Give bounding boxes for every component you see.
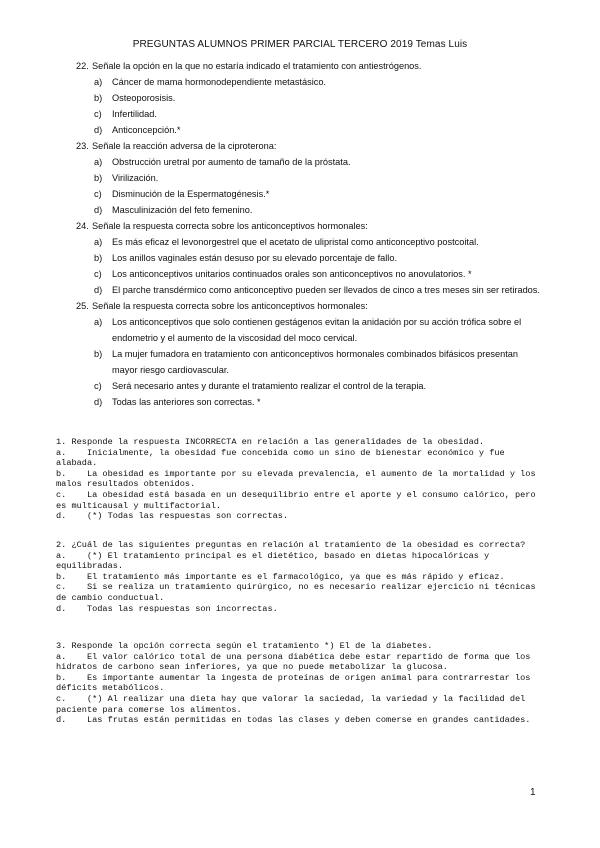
option-letter: d) (94, 285, 103, 295)
option-text: Cáncer de mama hormonodependiente metastásico. (112, 77, 326, 87)
question-22 (0, 58, 600, 74)
option-25-c (0, 378, 600, 394)
answer-line: d. (*) Todas las respuestas son correctas. (56, 511, 289, 522)
option-23-d (0, 202, 600, 218)
option-25-a (0, 314, 600, 346)
page-number: 1 (530, 787, 536, 798)
answer-line: d. Las frutas están permitidas en todas las clases y deben comerse en grandes cantidades. (56, 715, 531, 726)
answer-line: b. La obesidad es importante por su elevada prevalencia, el aumento de la mortalidad y los malos resultados obtenidos. (56, 468, 541, 490)
answer-line: a. (*) El tratamiento principal es el dietético, basado en dietas hipocalóricas y equilibradas. (56, 550, 495, 572)
question-line: 2. ¿Cuál de las siguientes preguntas en relación al tratamiento de la obesidad es correcta? (56, 540, 526, 550)
question-number: 24. (76, 221, 89, 231)
question-text: Señale la reacción adversa de la ciproterona: (92, 141, 277, 151)
question-number: 25. (76, 301, 89, 311)
option-letter: c) (94, 109, 102, 119)
option-letter: a) (94, 157, 103, 167)
option-letter: b) (94, 93, 103, 103)
answer-line: c. Si se realiza un tratamiento quirúrgico, no es necesario realizar ejercicio ni técnicas de cambio conductual. (56, 582, 541, 603)
option-22-b (0, 90, 600, 106)
option-24-a (0, 234, 600, 250)
option-text: Masculinización del feto femenino. (112, 205, 253, 215)
option-text: Los anticonceptivos que solo contienen gestágenos evitan la anidación por su acción trófica sobre el endometrio y el aumento de la viscosidad del moco cervical. (112, 317, 522, 343)
option-23-b (0, 170, 600, 186)
option-text: Será necesario antes y durante el tratamiento realizar el control de la terapia. (112, 381, 427, 391)
answer-line: c. La obesidad está basada en un desequilibrio entre el aporte y el consumo calórico, pero es multicausal y multifactorial. (56, 489, 541, 511)
option-23-c (0, 186, 600, 202)
option-24-c (0, 266, 600, 282)
answer-line: b. Es importante aumentar la ingesta de proteínas de origen animal para contrarrestar los déficits metabólicos. (56, 672, 536, 694)
option-text: Todas las anteriores son correctas. * (112, 397, 261, 407)
option-letter: d) (94, 125, 103, 135)
question-text: Señale la opción en la que no estaría indicado el tratamiento con antiestrógenos. (92, 61, 422, 71)
answer-line: d. Todas las respuestas son incorrectas. (56, 603, 278, 614)
option-text: Osteoporosisis. (112, 93, 176, 103)
option-text: Obstrucción uretral por aumento de tamaño de la próstata. (112, 157, 351, 167)
option-letter: b) (94, 349, 103, 359)
page-header: PREGUNTAS ALUMNOS PRIMER PARCIAL TERCERO 2019 Temas Luis (132, 39, 468, 50)
option-25-d (0, 394, 600, 410)
option-25-b (0, 346, 600, 378)
option-letter: c) (94, 381, 102, 391)
question-text: Señale la respuesta correcta sobre los anticonceptivos hormonales: (92, 221, 368, 231)
option-letter: b) (94, 253, 103, 263)
option-text: Infertilidad. (112, 109, 157, 119)
option-letter: d) (94, 397, 103, 407)
question-number: 22. (76, 61, 89, 71)
answer-line: a. Inicialmente, la obesidad fue concebida como un sino de bienestar económico y fue alabada. (56, 447, 510, 469)
option-22-c (0, 106, 600, 122)
question-25 (0, 298, 600, 314)
option-24-d (0, 282, 600, 298)
option-text: Es más eficaz el levonorgestrel que el acetato de ulipristal como anticonceptivo postcoital. (112, 237, 479, 247)
option-text: El parche transdérmico como anticonceptivo pueden ser llevados de cinco a tres meses sin ser retirados. (112, 285, 540, 295)
option-text: Anticoncepción.* (112, 125, 181, 135)
option-text: La mujer fumadora en tratamiento con anticonceptivos hormonales combinados bifásicos presentan mayor riesgo cardiovascular. (112, 349, 519, 375)
option-22-d (0, 122, 600, 138)
option-text: Disminución de la Espermatogénesis.* (112, 189, 270, 199)
option-text: Virilización. (112, 173, 159, 183)
option-23-a (0, 154, 600, 170)
option-text: Los anillos vaginales están desuso por su elevado porcentaje de fallo. (112, 253, 398, 263)
option-letter: a) (94, 77, 103, 87)
option-22-a (0, 74, 600, 90)
question-24 (0, 218, 600, 234)
option-letter: b) (94, 173, 103, 183)
question-line: 3. Responde la opción correcta según el tratamiento *) El de la diabetes. (56, 641, 433, 651)
question-block-2 (56, 540, 546, 614)
question-block-1 (56, 437, 546, 522)
question-23 (0, 138, 600, 154)
option-letter: d) (94, 205, 103, 215)
option-letter: c) (94, 269, 102, 279)
question-block-3 (56, 641, 546, 726)
question-text: Señale la respuesta correcta sobre los anticonceptivos hormonales: (92, 301, 368, 311)
question-line: 1. Responde la respuesta INCORRECTA en relación a las generalidades de la obesidad. (56, 437, 485, 447)
question-number: 23. (76, 141, 89, 151)
option-letter: c) (94, 189, 102, 199)
answer-line: b. El tratamiento más importante es el farmacológico, ya que es más rápido y eficaz. (56, 571, 505, 582)
option-24-b (0, 250, 600, 266)
option-letter: a) (94, 237, 103, 247)
answer-line: c. (*) Al realizar una dieta hay que valorar la saciedad, la variedad y la facilidad del paciente para comerse los alimentos. (56, 693, 531, 715)
option-letter: a) (94, 317, 103, 327)
answer-line: a. El valor calórico total de una persona diabética debe estar repartido de forma que los hidratos de carbono sean inferiores, ya que no puede metabolizar la glucosa. (56, 651, 536, 673)
option-text: Los anticonceptivos unitarios continuados orales son anticonceptivos no anovulatorios. * (112, 269, 472, 279)
section-questions-22-25 (0, 58, 600, 410)
